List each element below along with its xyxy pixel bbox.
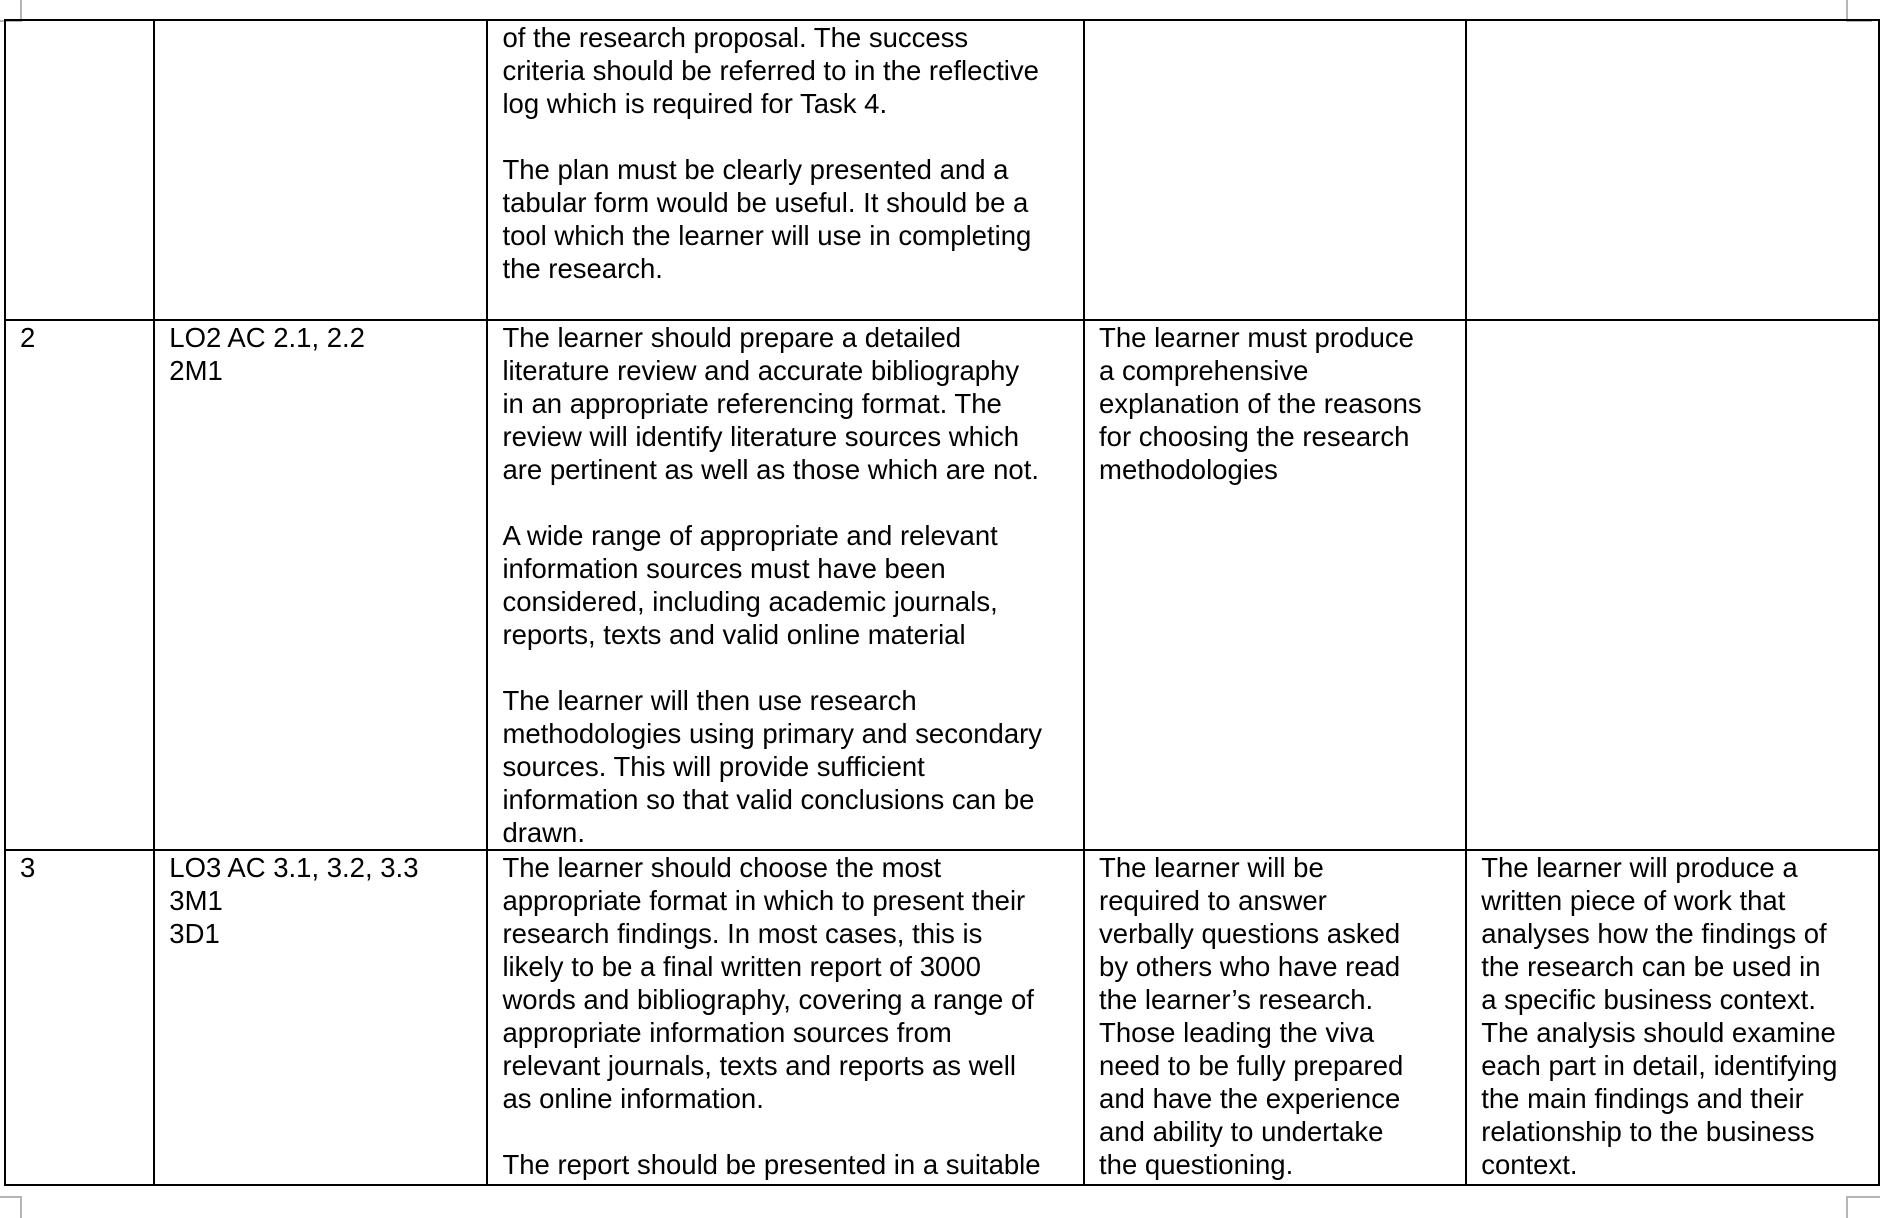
merit-cell [1084,850,1466,1185]
guidance-paragraph: The report should be presented in a suitable [502,1149,1041,1180]
learning-outcome: LO3 AC 3.1, 3.2, 3.3 [169,852,419,883]
pass-guidance-cell [487,320,1084,850]
guidance-paragraph: The learner will then use research methodologies using primary and secondary sources. This will provide sufficient information so that valid conclusions can be drawn. [502,685,1043,848]
criteria-cell [154,20,487,320]
table-row [5,850,1879,1185]
distinction-cell [1466,850,1879,1185]
table-row [5,320,1879,850]
task-number-cell [5,20,154,320]
pass-guidance-cell [487,850,1084,1185]
merit-text: The learner will be required to answer verbally questions asked by others who have read the learner’s research. Those leading the viva need to be fully prepared and have the experience and ability to undertake the questioning. [1099,852,1404,1180]
guidance-paragraph: The plan must be clearly presented and a tabular form would be useful. It should be a tool which the learner will use in completing the research. [502,154,1032,284]
guidance-paragraph: The learner should prepare a detailed literature review and accurate bibliography in an appropriate referencing format. The review will identify literature sources which are pertinent as well as those which are not. [502,322,1039,485]
learning-outcome: LO2 AC 2.1, 2.2 [169,322,365,353]
merit-text: The learner must produce a comprehensive explanation of the reasons for choosing the research methodologies [1099,322,1422,485]
assessment-criteria-table [4,19,1880,1186]
merit-cell [1084,320,1466,850]
pass-guidance-cell [487,20,1084,320]
distinction-cell [1466,20,1879,320]
guidance-paragraph: of the research proposal. The success criteria should be referred to in the reflective log which is required for Task 4. [502,22,1039,119]
task-number: 2 [20,322,36,353]
task-number-cell [5,320,154,850]
task-number: 3 [20,852,36,883]
merit-cell [1084,20,1466,320]
guidance-paragraph: The learner should choose the most appropriate format in which to present their research findings. In most cases, this is likely to be a final written report of 3000 words and bibliography, covering a range of appropriate information sources from relevant journals, texts and reports as well as online information. [502,852,1034,1114]
criteria-cell [154,850,487,1185]
criterion-code: 3M1 [169,885,223,916]
crop-mark-bottom-left [0,1196,22,1218]
distinction-cell [1466,320,1879,850]
distinction-text: The learner will produce a written piece of work that analyses how the findings of the research can be used in a specific business context. The analysis should examine each part in detail, identifying the main findings and their relationship to the business context. [1481,852,1838,1180]
task-number-cell [5,850,154,1185]
criteria-cell [154,320,487,850]
table-row [5,20,1879,320]
criterion-code: 2M1 [169,355,223,386]
crop-mark-bottom-right [1846,1196,1880,1218]
guidance-paragraph: A wide range of appropriate and relevant information sources must have been considered, including academic journals, reports, texts and valid online material [502,520,998,650]
criterion-code: 3D1 [169,918,220,949]
